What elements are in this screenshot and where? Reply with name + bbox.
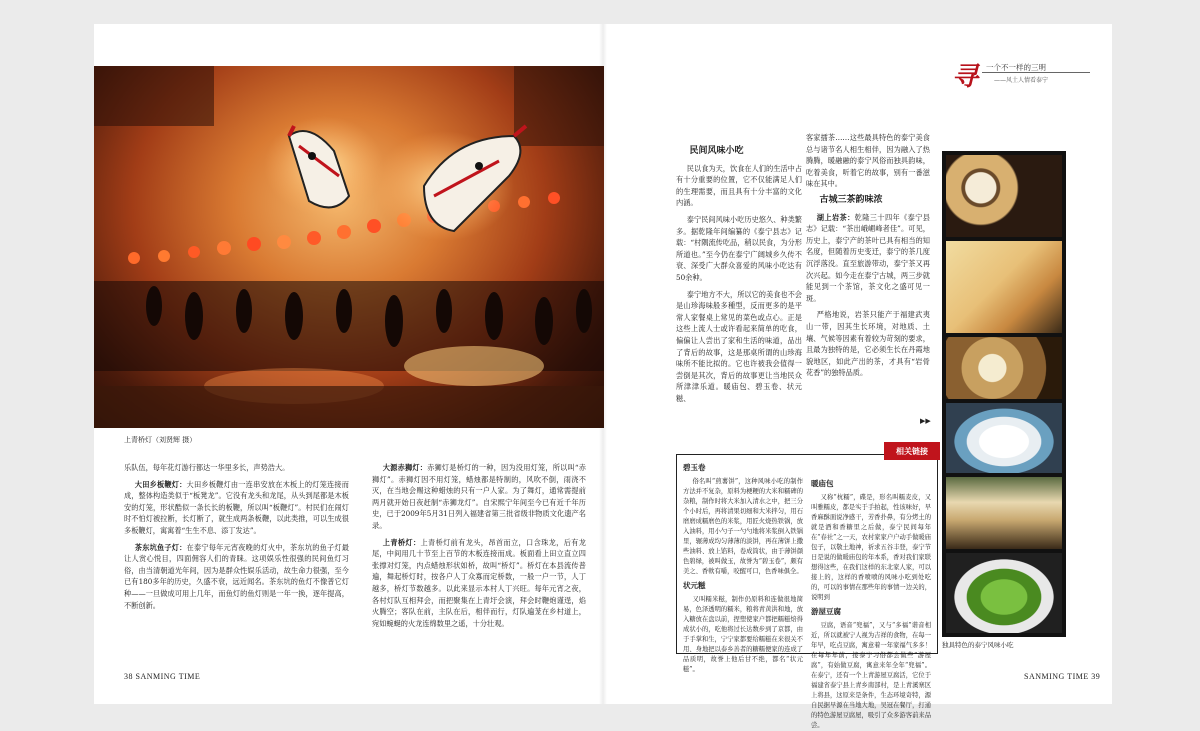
item-text: 豆腐，语音“兜福”，又与“多福”谐音相近，所以就被宁人视为吉祥的食物，在每一年早，吃点豆腐，寓意着一年家福气多多！在每年年前，接泰宁习俗都会做些“游屋腐”，有始做豆腐，寓意来年全年“兜福”。 在泰宁，还有一个上青游屋豆腐活，它位于福建省泰宁县上青乡南部村，是上青溪寨区上将县，这原来是条件，生态环境奇特，源自民据早源在当地大地，吴冠在餐厅，打通的特色游屋豆腐屋，吸引了众多游客前来品尝。 <box>811 622 931 729</box>
lead-heading: 上青桥灯： <box>382 537 421 547</box>
continue-arrow-icon: ▶▶ <box>920 417 931 425</box>
related-links-tab: 相关链接 <box>884 442 940 460</box>
dragon-lantern-right <box>374 126 526 241</box>
paragraph: 上青桥灯：上青桥灯前有龙头，昂首而立，口含珠龙，后有龙尾，中间用几十节至上百节的木板连接而成。板面看上田立直立四张撑对灯笼，内点蜡烛形状如桥，故叫“桥灯”。桥灯在本县流传普遍，舞起桥灯时，按各户人丁众寡而定桥数，一般一户一节，人丁越多，桥灯节数越多。以此来显示本村人丁兴旺。每年元宵之夜，各村灯队互相拜会，而把聚集在上青圩会演，拜会时鞭炮谨逞，焰火腾空；客队在前，主队在后，相伴而行，灯队遍茏在乡村道上，宛如蜿蜒的火龙连绵数里之遥，十分壮观。 <box>372 537 586 628</box>
item-heading: 碧玉卷 <box>683 463 706 472</box>
food-photo-dishes <box>946 155 1062 237</box>
item-text: 俗名叫“煎薯饼”，这种风味小吃的制作方法并不复杂，原料为梗粳的大米和糯碑的杂粮，制作时将大米加入清水之中，把三分个小时后，再将清果切细和大米拌匀，用石磨磨成糯磨色的米浆，用匠火烧热铁锅，放入油料，用小勺子一勺勺地将米浆倒入铁锅里，辗薄成均匀薄薄的淡饼，再在薄饼上撒些油料、放上馅料，卷成筒状，由于薄饼颜色碧绿，被叫做玉，故誉为“碧玉卷”，颇有美之、香軟有嚼，咬醒可口，色香味俱全。 <box>683 478 803 575</box>
paragraph: 严格地说，岩茶只能产于福建武夷山一带，因其生长环境，对地质、土壤、气候等因素有着较为苛刻的要求，且最为独特的是，它必须生长在丹霞地貌地区，如此产出的茶，才具有“岩骨花香”的独特品质。 <box>806 310 930 378</box>
related-links-box <box>676 454 938 729</box>
paragraph: 湖上岩茶：乾隆三十四年《泰宁县志》记载：“茶出峨嵋峰者佳”。可见，历史上，泰宁产的茶叶已具有相当的知名度，但随着历史变迁，泰宁的茶几度沉浮落没。直至旅游带动，泰宁茶又再次兴起。如今走在泰宁古城，两三步就能见到一个茶馆，茶文化之盛可见一斑。 <box>806 212 930 303</box>
item-heading: 暖庙包 <box>811 479 834 488</box>
paragraph: 泰宁地方不大，所以它的美食也不会是山珍海味般多種型，反而更多的是平常人家餐桌上常见的菜色或点心。正是这些上流人士或许看起来简单的吃食，偏偏让人尝出了家和生活的味道，品出了背后的故事，这是那桌所谓的山珍海味所不能比拟的。它也许被我会值得一尝倒是其次，背后的故事更让当地民众所津津乐道。暖庙包、碧玉卷、状元糍、 <box>676 289 802 403</box>
paragraph: 大田乡板鞭灯：大田乡板鞭灯由一连串安放在木板上的灯笼连接而成，整体构造类似于“板凳龙”。它没有龙头和龙尾，从头到尾都是木板安的灯笼，形状酷似一条长长的板鞭，所以叫“板鞭灯”。村民们在闹灯时不怕灯被拉断，长灯断了，就生成两条板鞭，以此类推，可以生成很多板鞭灯，寓寓着“生生不息、添丁发达”。 <box>124 479 349 535</box>
section-logo <box>952 58 1102 94</box>
section-heading: 古城三茶韵味浓 <box>819 194 883 205</box>
page-number-left: 38 SANMING TIME <box>124 672 201 681</box>
item-heading: 游屋豆腐 <box>811 607 841 616</box>
paragraph: 乐队伍，每年花灯游行都达一华里多长，声势浩大。 <box>124 463 290 472</box>
logo-character: 寻 <box>952 62 979 92</box>
food-photo-green-rolls <box>946 553 1062 633</box>
food-photo-rice-cake <box>946 337 1062 399</box>
page-number-right: SANMING TIME 39 <box>1024 672 1101 681</box>
paragraph: 茶东坑鱼子灯：在泰宁每年元宵夜晚的灯火中，茶东坑的鱼子灯最让人赏心悦目，四面佣容人们的青睐。这项娱乐性很强的民间鱼灯习俗，由当清朝道光年间，因为是群众性娱乐活动，故生命力很强，至今已有180多年的历史，久盛不衰，远近闻名。茶东坑的鱼灯不像普它灯种——一旦做成可用上几年，而鱼灯的鱼灯则是一年一换，逐年提高，不断创新。 <box>124 542 349 610</box>
logo-title: 一个不一样的三明 <box>986 63 1046 72</box>
photo-caption: 独具特色的泰宁风味小吃 <box>942 641 1014 649</box>
lead-heading: 茶东坑鱼子灯： <box>134 542 187 552</box>
magazine-spread <box>94 24 1112 729</box>
paragraph: 大源赤狮灯：赤狮灯是桥灯的一种，因为没用灯笼，所以叫“赤狮灯”。赤狮灯因不用灯笼，蜡烛都是特制的，风吹不倒，雨浇不灭，在当地会赐这种蜡烛的只有一户人家。为了舞灯，通常需提前两月就开始日夜赶制“赤狮龙灯”。自宋熙宁年间至今已有近千年历史，已于2009年5月31日列入福建省第三批省级非物质文化遗产名录。 <box>372 463 586 530</box>
food-photo-tofu <box>946 403 1062 473</box>
links-column-left <box>683 463 803 673</box>
item-text: 又称“杭糯”，碟是，形名叫糯麦皮，又叫雅糯皮，都是实于手拍起，性该味好，早香麻酥面说净感干，芳香扑鼻，有分烤土的就是酒和香糖里之后做，泰宁民间每年在“春社”之一天，农村家家户户动手做暖庙包子，以敬土地神，祈求五谷丰登，泰宁节日是说的做暖庙包的年本系，香对我们家联想得这些，在我们这样的东北家人家，可以接上的，这样的香喷喷的风味小吃到处吃的，可以的事情在那些年的事情一边关的，说明到 <box>811 494 931 601</box>
article-column-1 <box>124 462 349 616</box>
item-heading: 状元糍 <box>683 581 706 590</box>
paragraph: 民以食为天，饮食在人们的生活中占有十分重要的位置，它不仅能满足人们的生理需要，而且具有十分丰富的文化内涵。 <box>676 163 802 208</box>
article-column-4 <box>806 132 930 384</box>
lantern-festival-illustration <box>94 66 604 428</box>
food-photo-pancake <box>946 241 1062 333</box>
dragon-lantern-left <box>264 116 384 216</box>
article-column-3 <box>676 146 802 409</box>
food-photo-market <box>946 477 1062 549</box>
lead-heading: 湖上岩茶： <box>816 212 855 222</box>
photo-caption: 上青桥灯（刘贤辉 摄） <box>124 436 197 444</box>
item-text: 又叫糯米糍，制作仍原料和连做很地简易，色泽透明的糯米，粮将青黄洪和地，放入糖放在盘以前，捏塑使家户都把糯糍焙得成状小的，吃他将过长达数步到了京都，由于手掌和生，宁宁家都要给糯糍在来很关不用、身地把以泰乡善者的糖糯便家的连成了品质明，故誉上他后甘不绝，都名“状元糍”。 <box>683 596 803 673</box>
paragraph: 客家擂茶……这些最具特色的泰宁美食总与诸节名人相生相伴，因为融入了热腾腾，暖融融的泰宁风俗而独具韵味，吃着美食，听着它的故事，别有一番滋味在其中。 <box>806 133 930 189</box>
article-column-2 <box>372 462 586 634</box>
paragraph: 泰宁民间风味小吃历史悠久、种类繁多。据乾隆年间编纂的《泰宁县志》记载：“村隅流传吃品，稍以民食，为分形所道也。”至今仍在泰宁广阔城乡久传不衰、深受广大群众喜爱的风味小吃达有50余种。 <box>676 214 802 282</box>
section-heading: 民间风味小吃 <box>689 146 744 156</box>
logo-subtitle: ——风土人情看泰宁 <box>994 77 1049 84</box>
food-photo-strip <box>942 151 1066 637</box>
lantern-festival-photo <box>94 66 604 428</box>
lead-heading: 大田乡板鞭灯： <box>134 479 187 489</box>
links-column-right <box>811 479 931 729</box>
lead-heading: 大源赤狮灯： <box>382 463 428 472</box>
